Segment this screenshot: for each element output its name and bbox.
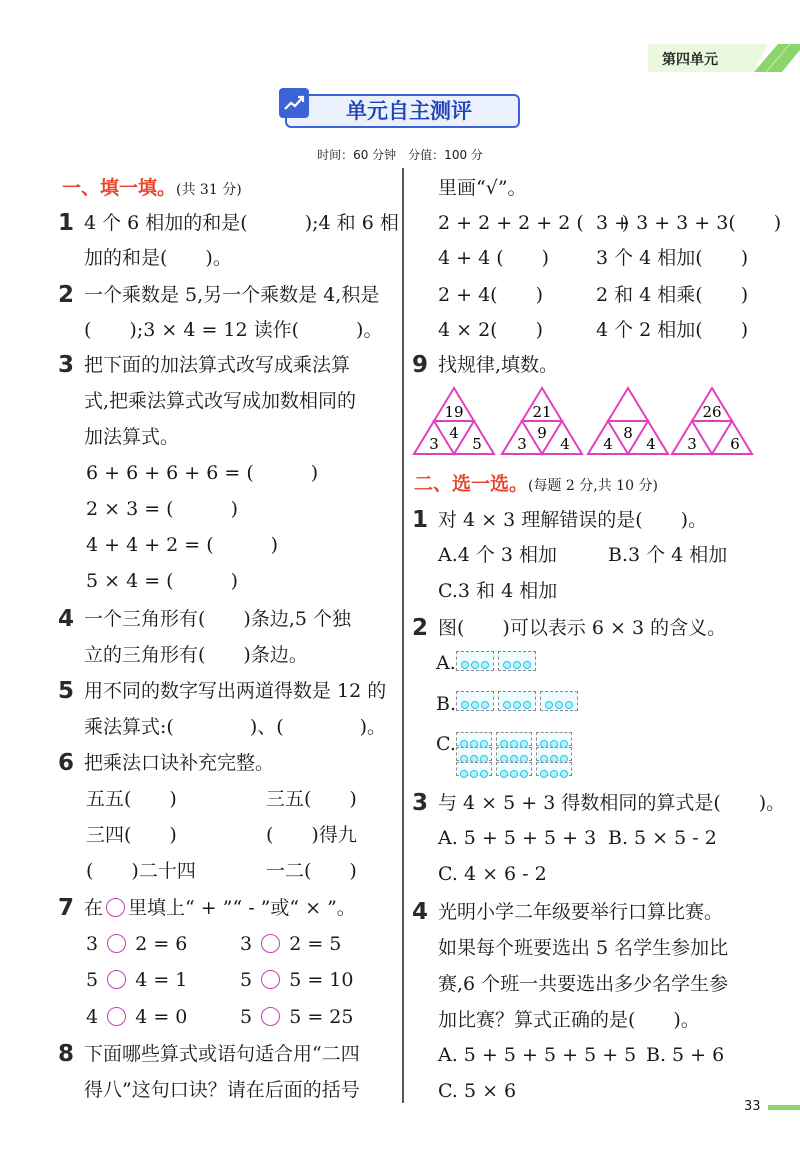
c4-line3: 赛,6 个班一共要选出多少名学生参 [438, 973, 729, 995]
q8-line1: 下面哪些算式或语句适合用“二四 [84, 1043, 360, 1065]
test-meta: 时间：60 分钟 分值：100 分 [317, 148, 483, 162]
q9-line1: 找规律,填数。 [438, 354, 559, 376]
c1-option-b: B.3 个 4 相加 [608, 544, 728, 566]
q4-line2: 立的三角形有( )条边。 [84, 644, 308, 666]
q3-line2: 式,把乘法算式改写成加数相同的 [84, 390, 357, 412]
q7-number: 7 [58, 895, 75, 921]
chart-trend-icon [279, 88, 309, 118]
q3-item: 4 + 4 + 2 = ( ) [86, 534, 279, 556]
triangle-right-value: 5 [472, 435, 482, 453]
q6-item: ( )得九 [266, 824, 357, 846]
column-divider [402, 168, 404, 1103]
triangle-4 [672, 388, 752, 454]
q8-item: 2 + 2 + 2 + 2 ( ) [438, 212, 630, 234]
circle-blank-icon[interactable] [107, 970, 126, 989]
q8-item: 4 + 4 ( ) [438, 247, 550, 269]
section-1-heading: 一、填一填。(共 31 分) [62, 177, 242, 199]
q8-item: 2 + 4( ) [438, 284, 544, 306]
q3-number: 3 [58, 352, 75, 378]
c2-option-a-figure [456, 650, 540, 671]
c4-option-b: B. 5 + 6 [646, 1044, 725, 1066]
c1-number: 1 [412, 507, 429, 533]
q8-item: 3 个 4 相加( ) [596, 247, 749, 269]
q7-item: 4 4 = 0 [86, 1006, 188, 1028]
q8-item: 4 × 2( ) [438, 319, 544, 341]
c1-option-a: A.4 个 3 相加 [438, 544, 558, 566]
circle-blank-icon[interactable] [261, 970, 280, 989]
triangle-right-value: 4 [560, 435, 570, 453]
q7-line1: 在 里填上“ + ”“ - ”或“ × ”。 [84, 897, 356, 919]
q1-line1: 4 个 6 相加的和是( );4 和 6 相 [84, 212, 399, 234]
q8-line2: 得八”这句口诀？请在后面的括号 [84, 1079, 360, 1101]
c3-line1: 与 4 × 5 + 3 得数相同的算式是( )。 [438, 792, 786, 814]
q6-item: 五五( ) [86, 788, 177, 810]
triangle-right-value: 4 [646, 435, 656, 453]
q3-item: 6 + 6 + 6 + 6 = ( ) [86, 462, 319, 484]
triangle-3 [588, 388, 668, 454]
q2-number: 2 [58, 282, 75, 308]
q1-number: 1 [58, 210, 75, 236]
c3-option-b: B. 5 × 5 - 2 [608, 827, 717, 849]
c3-option-c: C. 4 × 6 - 2 [438, 863, 547, 885]
q7-item: 5 5 = 25 [240, 1006, 354, 1028]
q6-item: 一二( ) [266, 860, 357, 882]
number-triangles [410, 386, 760, 456]
q2-line2: ( );3 × 4 = 12 读作( )。 [84, 319, 383, 341]
q3-line3: 加法算式。 [84, 426, 180, 448]
q1-line2: 加的和是( )。 [84, 247, 232, 269]
c4-line4: 加比赛？算式正确的是( )。 [438, 1009, 700, 1031]
q5-line2: 乘法算式:( )、( )。 [84, 716, 387, 738]
c2-option-c: C. [436, 733, 456, 755]
q8-item: 4 个 2 相加( ) [596, 319, 749, 341]
page-number-bar [768, 1105, 800, 1110]
triangle-right-value: 6 [730, 435, 740, 453]
q5-line1: 用不同的数字写出两道得数是 12 的 [84, 680, 387, 702]
c2-option-b-figure [456, 690, 582, 711]
q5-number: 5 [58, 678, 75, 704]
triangle-left-value: 4 [603, 435, 613, 453]
q8-item: 3 + 3 + 3 + 3( ) [596, 212, 782, 234]
c4-number: 4 [412, 899, 429, 925]
q9-number: 9 [412, 352, 429, 378]
q7-item: 5 4 = 1 [86, 969, 188, 991]
c3-number: 3 [412, 790, 429, 816]
q8-line3: 里画“√”。 [438, 177, 527, 199]
c2-option-b: B. [436, 693, 457, 715]
c2-number: 2 [412, 615, 429, 641]
c4-line1: 光明小学二年级要举行口算比赛。 [438, 901, 724, 923]
triangle-left-value: 3 [429, 435, 439, 453]
q6-item: 三四( ) [86, 824, 177, 846]
circle-blank-icon [106, 898, 125, 917]
triangle-top-value: 21 [532, 403, 552, 421]
circle-blank-icon[interactable] [107, 934, 126, 953]
q7-item: 5 5 = 10 [240, 969, 354, 991]
triangle-center-value: 4 [449, 424, 459, 442]
section-2-heading: 二、选一选。(每题 2 分,共 10 分) [414, 473, 658, 495]
unit-label: 第四单元 [662, 52, 718, 68]
circle-blank-icon[interactable] [107, 1007, 126, 1026]
q7-item: 3 2 = 6 [86, 933, 188, 955]
page-number: 33 [744, 1099, 761, 1114]
c3-option-a: A. 5 + 5 + 5 + 3 [438, 827, 597, 849]
unit-tab [648, 44, 800, 72]
c4-option-c: C. 5 × 6 [438, 1080, 517, 1102]
triangle-2 [502, 388, 582, 454]
circle-blank-icon[interactable] [261, 1007, 280, 1026]
c1-line1: 对 4 × 3 理解错误的是( )。 [438, 509, 708, 531]
c4-line2: 如果每个班要选出 5 名学生参加比 [438, 937, 729, 959]
c4-option-a: A. 5 + 5 + 5 + 5 + 5 [438, 1044, 637, 1066]
q3-item: 5 × 4 = ( ) [86, 570, 239, 592]
q6-item: 三五( ) [266, 788, 357, 810]
q4-line1: 一个三角形有( )条边,5 个独 [84, 608, 351, 630]
triangle-top-value: 26 [702, 403, 722, 421]
page-title: 单元自主测评 [346, 99, 472, 123]
q8-number: 8 [58, 1041, 75, 1067]
triangle-center-value: 9 [537, 424, 547, 442]
triangle-top-value: 19 [444, 403, 464, 421]
triangle-left-value: 3 [687, 435, 697, 453]
q3-line1: 把下面的加法算式改写成乘法算 [84, 354, 351, 376]
c2-option-c-figure [456, 728, 566, 773]
q4-number: 4 [58, 606, 75, 632]
q6-line1: 把乘法口诀补充完整。 [84, 752, 275, 774]
q7-item: 3 2 = 5 [240, 933, 342, 955]
c2-option-a: A. [436, 652, 456, 674]
q8-item: 2 和 4 相乘( ) [596, 284, 749, 306]
q3-item: 2 × 3 = ( ) [86, 498, 239, 520]
triangle-1 [414, 388, 494, 454]
q6-number: 6 [58, 750, 75, 776]
q2-line1: 一个乘数是 5,另一个乘数是 4,积是 [84, 284, 380, 306]
page-title-banner [279, 88, 520, 128]
triangle-left-value: 3 [517, 435, 527, 453]
triangle-center-value: 8 [623, 424, 633, 442]
c1-option-c: C.3 和 4 相加 [438, 580, 558, 602]
c2-line1: 图( )可以表示 6 × 3 的含义。 [438, 617, 727, 639]
q6-item: ( )二十四 [86, 860, 196, 882]
circle-blank-icon[interactable] [261, 934, 280, 953]
